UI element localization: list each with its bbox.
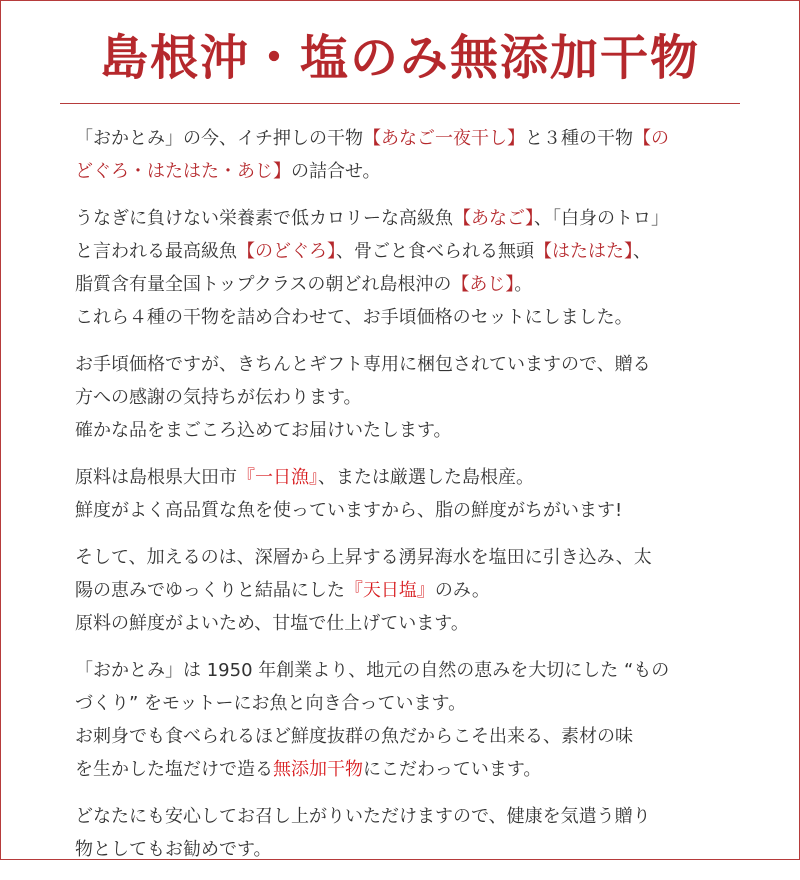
text-line: [75, 461, 735, 494]
text-line: [75, 753, 735, 786]
text-line: [75, 268, 735, 301]
text-segment: と言われる最高級魚: [75, 241, 237, 262]
text-segment: 、骨ごと食べられる無頭: [336, 241, 534, 262]
text-segment: を生かした塩だけで造る: [75, 759, 273, 780]
text-segment: 鮮度がよく高品質な魚を使っていますから、脂の鮮度がちがいます!: [75, 500, 623, 521]
text-segment: そして、加えるのは、深層から上昇する湧昇海水を塩田に引き込み、太: [75, 547, 652, 568]
paragraph: [75, 461, 735, 527]
text-segment: 物としてもお勧めです。: [75, 839, 272, 860]
text-line: [75, 574, 735, 607]
text-line: [75, 654, 735, 687]
highlight-text: 【の: [633, 128, 669, 149]
text-segment: これら４種の干物を詰め合わせて、お手頃価格のセットにしました。: [75, 307, 633, 328]
text-segment: 、: [633, 241, 651, 262]
highlight-text: どぐろ・はたはた・あじ】: [75, 161, 291, 182]
text-segment: の詰合せ。: [291, 161, 381, 182]
text-segment: お手頃価格ですが、きちんとギフト専用に梱包されていますので、贈る: [75, 354, 651, 375]
text-segment: 「おかとみ」の今、イチ押しの干物: [75, 128, 363, 149]
text-line: [75, 800, 735, 833]
text-segment: お刺身でも食べられるほど鮮度抜群の魚だからこそ出来る、素材の味: [75, 726, 633, 747]
highlight-text: 『一日漁』: [237, 467, 318, 488]
text-segment: 確かな品をまごころ込めてお届けいたします。: [75, 420, 452, 441]
text-segment: づくり” をモットーにお魚と向き合っています。: [75, 693, 467, 714]
highlight-text: 【あじ】: [451, 274, 515, 295]
highlight-text: 【はたはた】: [534, 241, 633, 262]
highlight-text: 『天日塩』: [344, 580, 435, 601]
text-line: [75, 833, 735, 866]
text-line: [75, 381, 735, 414]
text-line: [75, 348, 735, 381]
text-segment: 原料の鮮度がよいため、甘塩で仕上げています。: [75, 613, 469, 634]
text-segment: のみ。: [434, 580, 490, 601]
text-line: [75, 122, 735, 155]
text-line: [75, 235, 735, 268]
paragraph: [75, 202, 735, 334]
text-line: [75, 202, 735, 235]
highlight-text: 【のどぐろ】: [237, 241, 336, 262]
text-line: [75, 687, 735, 720]
text-segment: 原料は島根県大田市: [75, 467, 237, 488]
text-segment: 方への感謝の気持ちが伝わります。: [75, 387, 362, 408]
paragraph: [75, 122, 735, 188]
text-segment: どなたにも安心してお召し上がりいただけますので、健康を気遣う贈り: [75, 806, 651, 827]
text-segment: 脂質含有量全国トップクラスの朝どれ島根沖の: [75, 274, 452, 295]
text-segment: 陽の恵みでゆっくりと結晶にした: [75, 580, 345, 601]
paragraph: [75, 654, 735, 786]
text-segment: 、「白身のトロ」: [534, 208, 669, 229]
body-text: [75, 122, 735, 880]
title-divider: [60, 103, 740, 104]
paragraph: [75, 800, 735, 866]
highlight-text: 【あなご一夜干し】: [363, 128, 525, 149]
text-segment: 。: [514, 274, 533, 295]
text-segment: と３種の干物: [525, 128, 633, 149]
text-line: [75, 301, 735, 334]
text-segment: 、または厳選した島根産。: [318, 467, 534, 488]
text-line: [75, 607, 735, 640]
page-title: 島根沖・塩のみ無添加干物: [99, 30, 700, 86]
text-line: [75, 494, 735, 527]
text-segment: 「おかとみ」は 1950 年創業より、地元の自然の恵みを大切にした “もの: [75, 660, 670, 681]
text-segment: にこだわっています。: [363, 759, 542, 780]
highlight-text: 【あなご】: [453, 208, 534, 229]
paragraph: [75, 348, 735, 447]
text-line: [75, 155, 735, 188]
highlight-text: 無添加干物: [273, 759, 363, 780]
text-line: [75, 414, 735, 447]
text-line: [75, 541, 735, 574]
text-segment: うなぎに負けない栄養素で低カロリーな高級魚: [75, 208, 453, 229]
paragraph: [75, 541, 735, 640]
text-line: [75, 720, 735, 753]
